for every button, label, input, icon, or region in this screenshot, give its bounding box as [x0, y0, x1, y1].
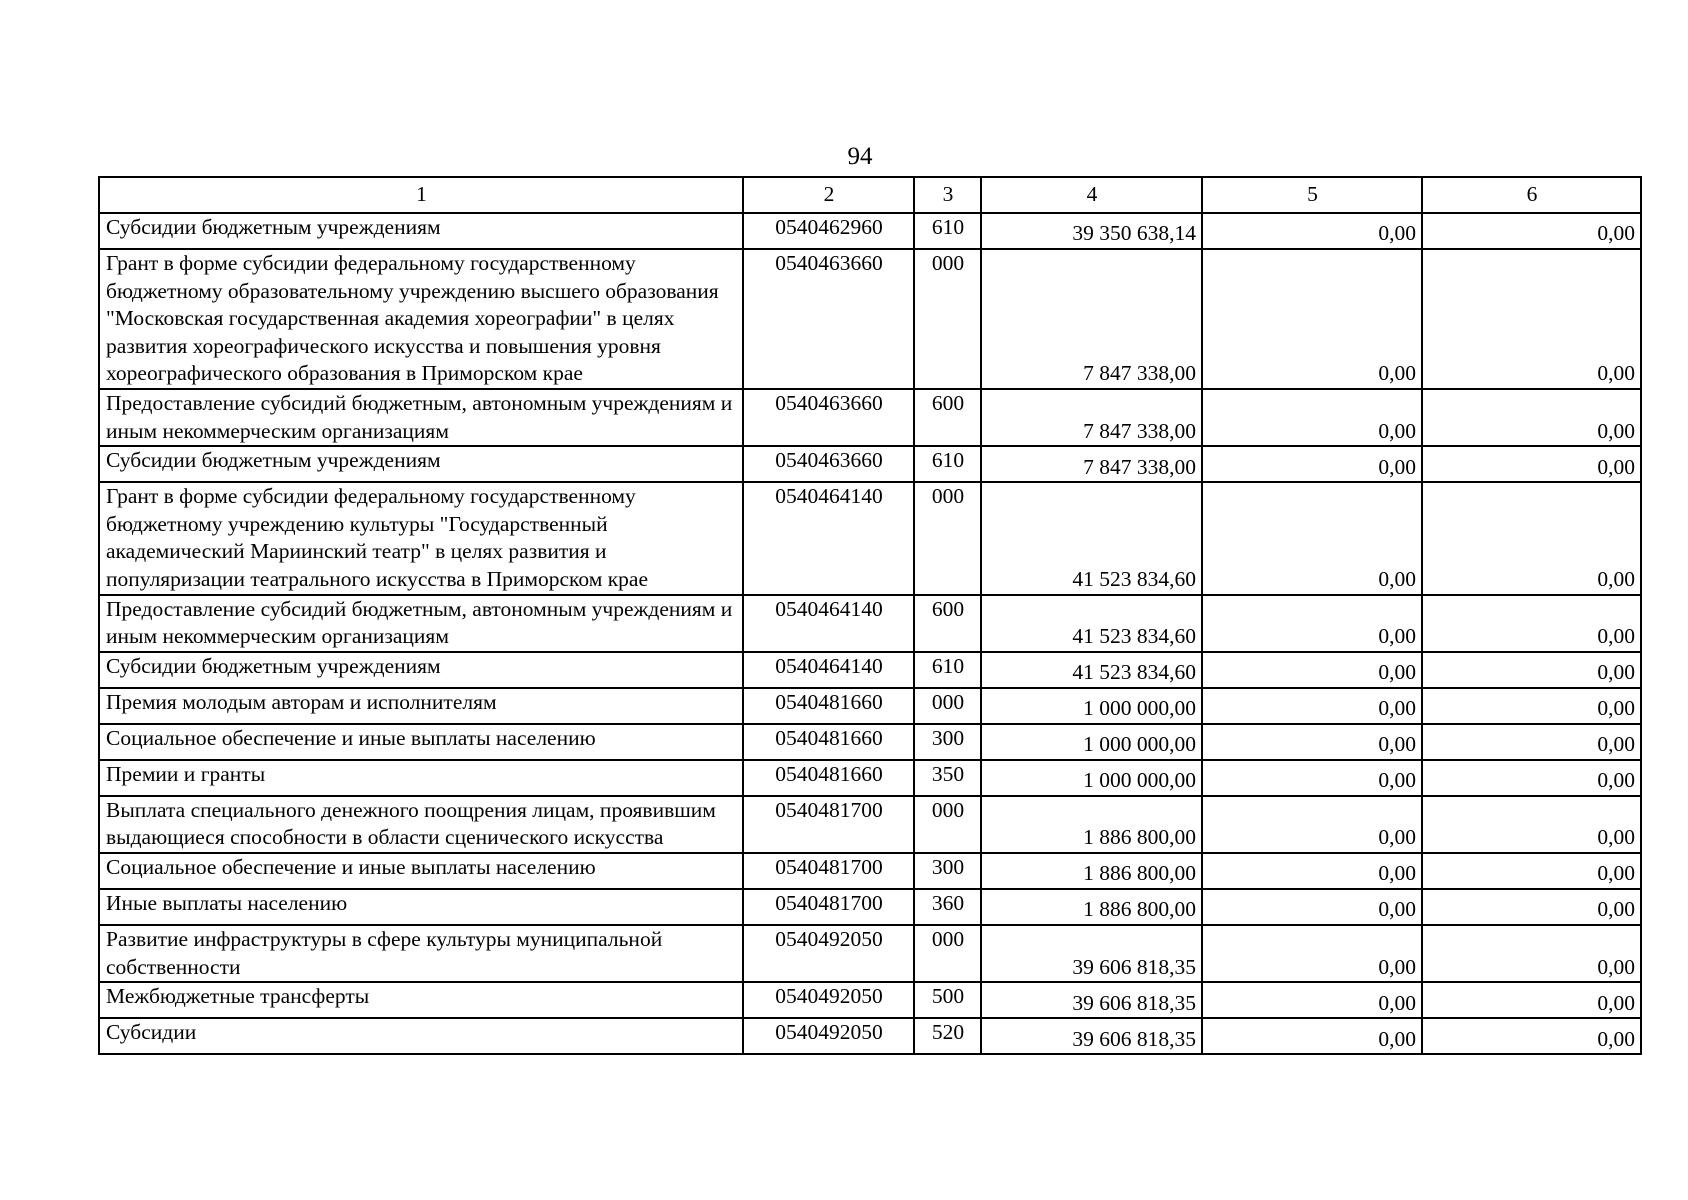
expense-type-cell: 000 — [914, 688, 981, 724]
expense-type-cell: 600 — [914, 389, 981, 446]
item-name-cell: Субсидии — [99, 1018, 743, 1054]
target-code-cell: 0540492050 — [743, 925, 914, 982]
target-code-cell: 0540463660 — [743, 249, 914, 389]
expense-type-cell: 610 — [914, 446, 981, 482]
amount-col4-cell: 39 606 818,35 — [981, 982, 1202, 1018]
item-name-cell: Премия молодым авторам и исполнителям — [99, 688, 743, 724]
expense-type-cell: 350 — [914, 760, 981, 796]
target-code-cell: 0540492050 — [743, 982, 914, 1018]
amount-col5-cell: 0,00 — [1202, 389, 1422, 446]
column-header-3: 3 — [914, 177, 981, 213]
amount-col6-cell: 0,00 — [1422, 213, 1641, 249]
amount-col6-cell: 0,00 — [1422, 595, 1641, 652]
item-name-cell: Грант в форме субсидии федеральному государственному бюджетному учреждению культуры "Государственный академический Мариинский театр" в целях развития и популяризации театрального искусства в Приморском крае — [99, 482, 743, 594]
target-code-cell: 0540481700 — [743, 796, 914, 853]
table-row — [99, 389, 1641, 446]
amount-col5-cell: 0,00 — [1202, 889, 1422, 925]
amount-col5-cell: 0,00 — [1202, 652, 1422, 688]
table-row — [99, 446, 1641, 482]
amount-col6-cell: 0,00 — [1422, 482, 1641, 594]
item-name-cell: Предоставление субсидий бюджетным, автономным учреждениям и иным некоммерческим организациям — [99, 389, 743, 446]
amount-col6-cell: 0,00 — [1422, 925, 1641, 982]
amount-col6-cell: 0,00 — [1422, 688, 1641, 724]
amount-col6-cell: 0,00 — [1422, 446, 1641, 482]
amount-col4-cell: 1 886 800,00 — [981, 796, 1202, 853]
page-number: 94 — [847, 143, 873, 170]
column-header-6: 6 — [1422, 177, 1641, 213]
item-name-cell: Развитие инфраструктуры в сфере культуры муниципальной собственности — [99, 925, 743, 982]
expense-type-cell: 610 — [914, 652, 981, 688]
amount-col5-cell: 0,00 — [1202, 724, 1422, 760]
amount-col4-cell: 41 523 834,60 — [981, 652, 1202, 688]
item-name-cell: Иные выплаты населению — [99, 889, 743, 925]
table-header-row — [99, 177, 1641, 213]
table-row — [99, 1018, 1641, 1054]
amount-col5-cell: 0,00 — [1202, 249, 1422, 389]
item-name-cell: Субсидии бюджетным учреждениям — [99, 213, 743, 249]
table-row — [99, 925, 1641, 982]
expense-type-cell: 000 — [914, 249, 981, 389]
target-code-cell: 0540481700 — [743, 889, 914, 925]
item-name-cell: Субсидии бюджетным учреждениям — [99, 446, 743, 482]
item-name-cell: Премии и гранты — [99, 760, 743, 796]
amount-col4-cell: 39 350 638,14 — [981, 213, 1202, 249]
table-row — [99, 760, 1641, 796]
amount-col6-cell: 0,00 — [1422, 389, 1641, 446]
amount-col5-cell: 0,00 — [1202, 796, 1422, 853]
item-name-cell: Выплата специального денежного поощрения лицам, проявившим выдающиеся способности в области сценического искусства — [99, 796, 743, 853]
item-name-cell: Межбюджетные трансферты — [99, 982, 743, 1018]
table-row — [99, 853, 1641, 889]
target-code-cell: 0540492050 — [743, 1018, 914, 1054]
table-body — [99, 213, 1641, 1054]
column-header-5: 5 — [1202, 177, 1422, 213]
budget-table — [98, 176, 1642, 1055]
expense-type-cell: 000 — [914, 925, 981, 982]
table-row — [99, 724, 1641, 760]
expense-type-cell: 520 — [914, 1018, 981, 1054]
amount-col5-cell: 0,00 — [1202, 853, 1422, 889]
target-code-cell: 0540462960 — [743, 213, 914, 249]
amount-col4-cell: 1 000 000,00 — [981, 760, 1202, 796]
table-row — [99, 889, 1641, 925]
target-code-cell: 0540481660 — [743, 760, 914, 796]
amount-col5-cell: 0,00 — [1202, 482, 1422, 594]
expense-type-cell: 500 — [914, 982, 981, 1018]
amount-col4-cell: 7 847 338,00 — [981, 389, 1202, 446]
table-row — [99, 796, 1641, 853]
table-row — [99, 249, 1641, 389]
amount-col5-cell: 0,00 — [1202, 982, 1422, 1018]
item-name-cell: Социальное обеспечение и иные выплаты населению — [99, 724, 743, 760]
amount-col4-cell: 1 886 800,00 — [981, 889, 1202, 925]
amount-col6-cell: 0,00 — [1422, 724, 1641, 760]
target-code-cell: 0540463660 — [743, 446, 914, 482]
amount-col5-cell: 0,00 — [1202, 446, 1422, 482]
table-row — [99, 688, 1641, 724]
expense-type-cell: 300 — [914, 724, 981, 760]
amount-col6-cell: 0,00 — [1422, 796, 1641, 853]
amount-col6-cell: 0,00 — [1422, 982, 1641, 1018]
amount-col4-cell: 1 886 800,00 — [981, 853, 1202, 889]
amount-col5-cell: 0,00 — [1202, 760, 1422, 796]
target-code-cell: 0540464140 — [743, 595, 914, 652]
expense-type-cell: 610 — [914, 213, 981, 249]
target-code-cell: 0540481660 — [743, 688, 914, 724]
table-row — [99, 213, 1641, 249]
expense-type-cell: 600 — [914, 595, 981, 652]
item-name-cell: Грант в форме субсидии федеральному государственному бюджетному образовательному учреждению высшего образования "Московская государственная академия хореографии" в целях развития хореографического искусства и повышения уровня хореографического образования в Приморском крае — [99, 249, 743, 389]
expense-type-cell: 000 — [914, 796, 981, 853]
amount-col6-cell: 0,00 — [1422, 889, 1641, 925]
amount-col6-cell: 0,00 — [1422, 760, 1641, 796]
amount-col6-cell: 0,00 — [1422, 853, 1641, 889]
target-code-cell: 0540464140 — [743, 482, 914, 594]
item-name-cell: Предоставление субсидий бюджетным, автономным учреждениям и иным некоммерческим организациям — [99, 595, 743, 652]
amount-col5-cell: 0,00 — [1202, 595, 1422, 652]
amount-col4-cell: 41 523 834,60 — [981, 482, 1202, 594]
amount-col4-cell: 41 523 834,60 — [981, 595, 1202, 652]
column-header-1: 1 — [99, 177, 743, 213]
amount-col4-cell: 39 606 818,35 — [981, 1018, 1202, 1054]
amount-col6-cell: 0,00 — [1422, 249, 1641, 389]
amount-col5-cell: 0,00 — [1202, 213, 1422, 249]
amount-col4-cell: 7 847 338,00 — [981, 446, 1202, 482]
amount-col4-cell: 7 847 338,00 — [981, 249, 1202, 389]
expense-type-cell: 000 — [914, 482, 981, 594]
target-code-cell: 0540464140 — [743, 652, 914, 688]
amount-col5-cell: 0,00 — [1202, 1018, 1422, 1054]
table-row — [99, 595, 1641, 652]
column-header-2: 2 — [743, 177, 914, 213]
amount-col4-cell: 39 606 818,35 — [981, 925, 1202, 982]
amount-col4-cell: 1 000 000,00 — [981, 724, 1202, 760]
item-name-cell: Социальное обеспечение и иные выплаты населению — [99, 853, 743, 889]
amount-col5-cell: 0,00 — [1202, 925, 1422, 982]
table-row — [99, 982, 1641, 1018]
amount-col4-cell: 1 000 000,00 — [981, 688, 1202, 724]
table-row — [99, 482, 1641, 594]
amount-col5-cell: 0,00 — [1202, 688, 1422, 724]
target-code-cell: 0540463660 — [743, 389, 914, 446]
expense-type-cell: 300 — [914, 853, 981, 889]
expense-type-cell: 360 — [914, 889, 981, 925]
table-row — [99, 652, 1641, 688]
target-code-cell: 0540481700 — [743, 853, 914, 889]
amount-col6-cell: 0,00 — [1422, 652, 1641, 688]
target-code-cell: 0540481660 — [743, 724, 914, 760]
amount-col6-cell: 0,00 — [1422, 1018, 1641, 1054]
column-header-4: 4 — [981, 177, 1202, 213]
item-name-cell: Субсидии бюджетным учреждениям — [99, 652, 743, 688]
